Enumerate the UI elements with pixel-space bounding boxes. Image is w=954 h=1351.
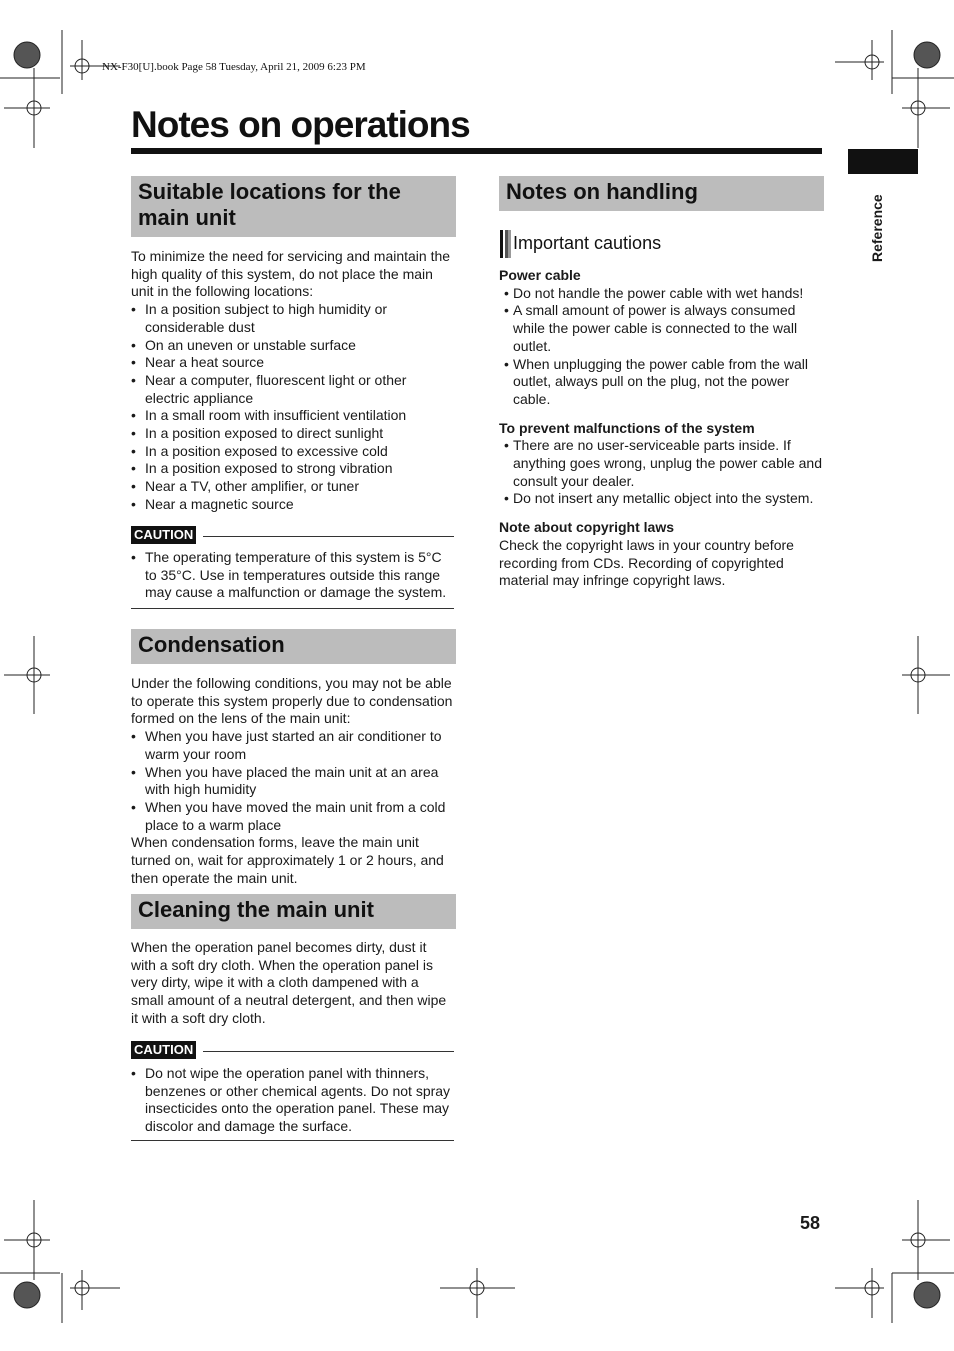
- copyright-title: Note about copyright laws: [499, 519, 675, 536]
- suitable-locations-heading: [131, 176, 456, 237]
- suitable-locations-body: [131, 248, 451, 514]
- condensation-heading: Condensation: [131, 629, 456, 664]
- list-item: • When unplugging the power cable from the wall outlet, always pull on the plug, not the power cable.: [499, 356, 824, 409]
- malfunctions-title: To prevent malfunctions of the system: [499, 419, 755, 436]
- list-item: • Near a heat source: [131, 354, 451, 372]
- power-cable-title: Power cable: [499, 267, 581, 283]
- malfunctions-list: [499, 437, 824, 508]
- suitable-intro: To minimize the need for servicing and maintain the high quality of this system, do not place the main unit in the following locations:: [131, 248, 451, 300]
- cleaning-heading: Cleaning the main unit: [131, 894, 456, 929]
- heading-line: Suitable locations for the: [138, 179, 401, 204]
- list-item: • A small amount of power is always consumed while the power cable is connected to the wall outlet.: [499, 302, 824, 355]
- heading-line: main unit: [138, 205, 236, 230]
- suitable-list: [131, 301, 451, 513]
- caution-list: [131, 549, 454, 602]
- page-title: Notes on operations: [131, 104, 470, 145]
- power-cable-list: [499, 285, 824, 409]
- list-item: • Do not insert any metallic object into the system.: [499, 490, 824, 508]
- caution-list: [131, 1065, 454, 1136]
- caution-rule: [203, 536, 454, 537]
- caution-box: [131, 1041, 454, 1141]
- condensation-outro: When condensation forms, leave the main unit turned on, wait for approximately 1 or 2 hours, and then operate the main unit.: [131, 834, 444, 886]
- side-tab-bar: [848, 149, 918, 174]
- subheading-marker: [500, 230, 511, 258]
- list-item: • Near a TV, other amplifier, or tuner: [131, 478, 451, 496]
- caution-badge: CAUTION: [131, 1041, 196, 1059]
- copyright-text: Check the copyright laws in your country before recording from CDs. Recording of copyrighted material may infringe copyright laws.: [499, 536, 794, 589]
- list-item: • Near a computer, fluorescent light or other electric appliance: [131, 372, 451, 407]
- list-item: • Near a magnetic source: [131, 496, 451, 514]
- list-item: • In a position subject to high humidity or considerable dust: [131, 301, 451, 336]
- caution-badge: CAUTION: [131, 526, 196, 544]
- caution-rule: [203, 1051, 454, 1052]
- list-item: • In a position exposed to strong vibration: [131, 460, 451, 478]
- condensation-list: [131, 728, 453, 834]
- list-item: • Do not wipe the operation panel with thinners, benzenes or other chemical agents. Do not spray insecticides onto the operation panel. These may discolor and damage the surface.: [131, 1065, 454, 1136]
- list-item: • On an uneven or unstable surface: [131, 337, 451, 355]
- cleaning-text: When the operation panel becomes dirty, dust it with a soft dry cloth. When the operation panel is very dirty, wipe it with a cloth dampened with a small amount of a neutral detergent, and then wipe it with a soft dry cloth.: [131, 939, 447, 1026]
- print-header: NX-F30[U].book Page 58 Tuesday, April 21, 2009 6:23 PM: [102, 61, 366, 73]
- list-item: • When you have moved the main unit from a cold place to a warm place: [131, 799, 453, 834]
- list-item: • There are no user-serviceable parts inside. If anything goes wrong, unplug the power cable and consult your dealer.: [499, 437, 824, 490]
- list-item: • When you have placed the main unit at an area with high humidity: [131, 764, 453, 799]
- list-item: • In a small room with insufficient ventilation: [131, 407, 451, 425]
- notes-handling-heading: Notes on handling: [499, 176, 824, 211]
- list-item: • In a position exposed to direct sunlight: [131, 425, 451, 443]
- caution-box: [131, 526, 454, 609]
- title-rule: [131, 148, 822, 154]
- side-tab-label: Reference: [869, 194, 885, 262]
- list-item: • When you have just started an air conditioner to warm your room: [131, 728, 453, 763]
- list-item: • The operating temperature of this system is 5°C to 35°C. Use in temperatures outside this range may cause a malfunction or damage the system.: [131, 549, 454, 602]
- list-item: • Do not handle the power cable with wet hands!: [499, 285, 824, 303]
- condensation-intro: Under the following conditions, you may not be able to operate this system properly due to condensation formed on the lens of the main unit:: [131, 675, 453, 727]
- list-item: • In a position exposed to excessive cold: [131, 443, 451, 461]
- handling-body: [499, 267, 824, 590]
- page-number: 58: [800, 1213, 821, 1233]
- important-cautions-subheading: Important cautions: [513, 233, 662, 253]
- condensation-body: [131, 675, 453, 887]
